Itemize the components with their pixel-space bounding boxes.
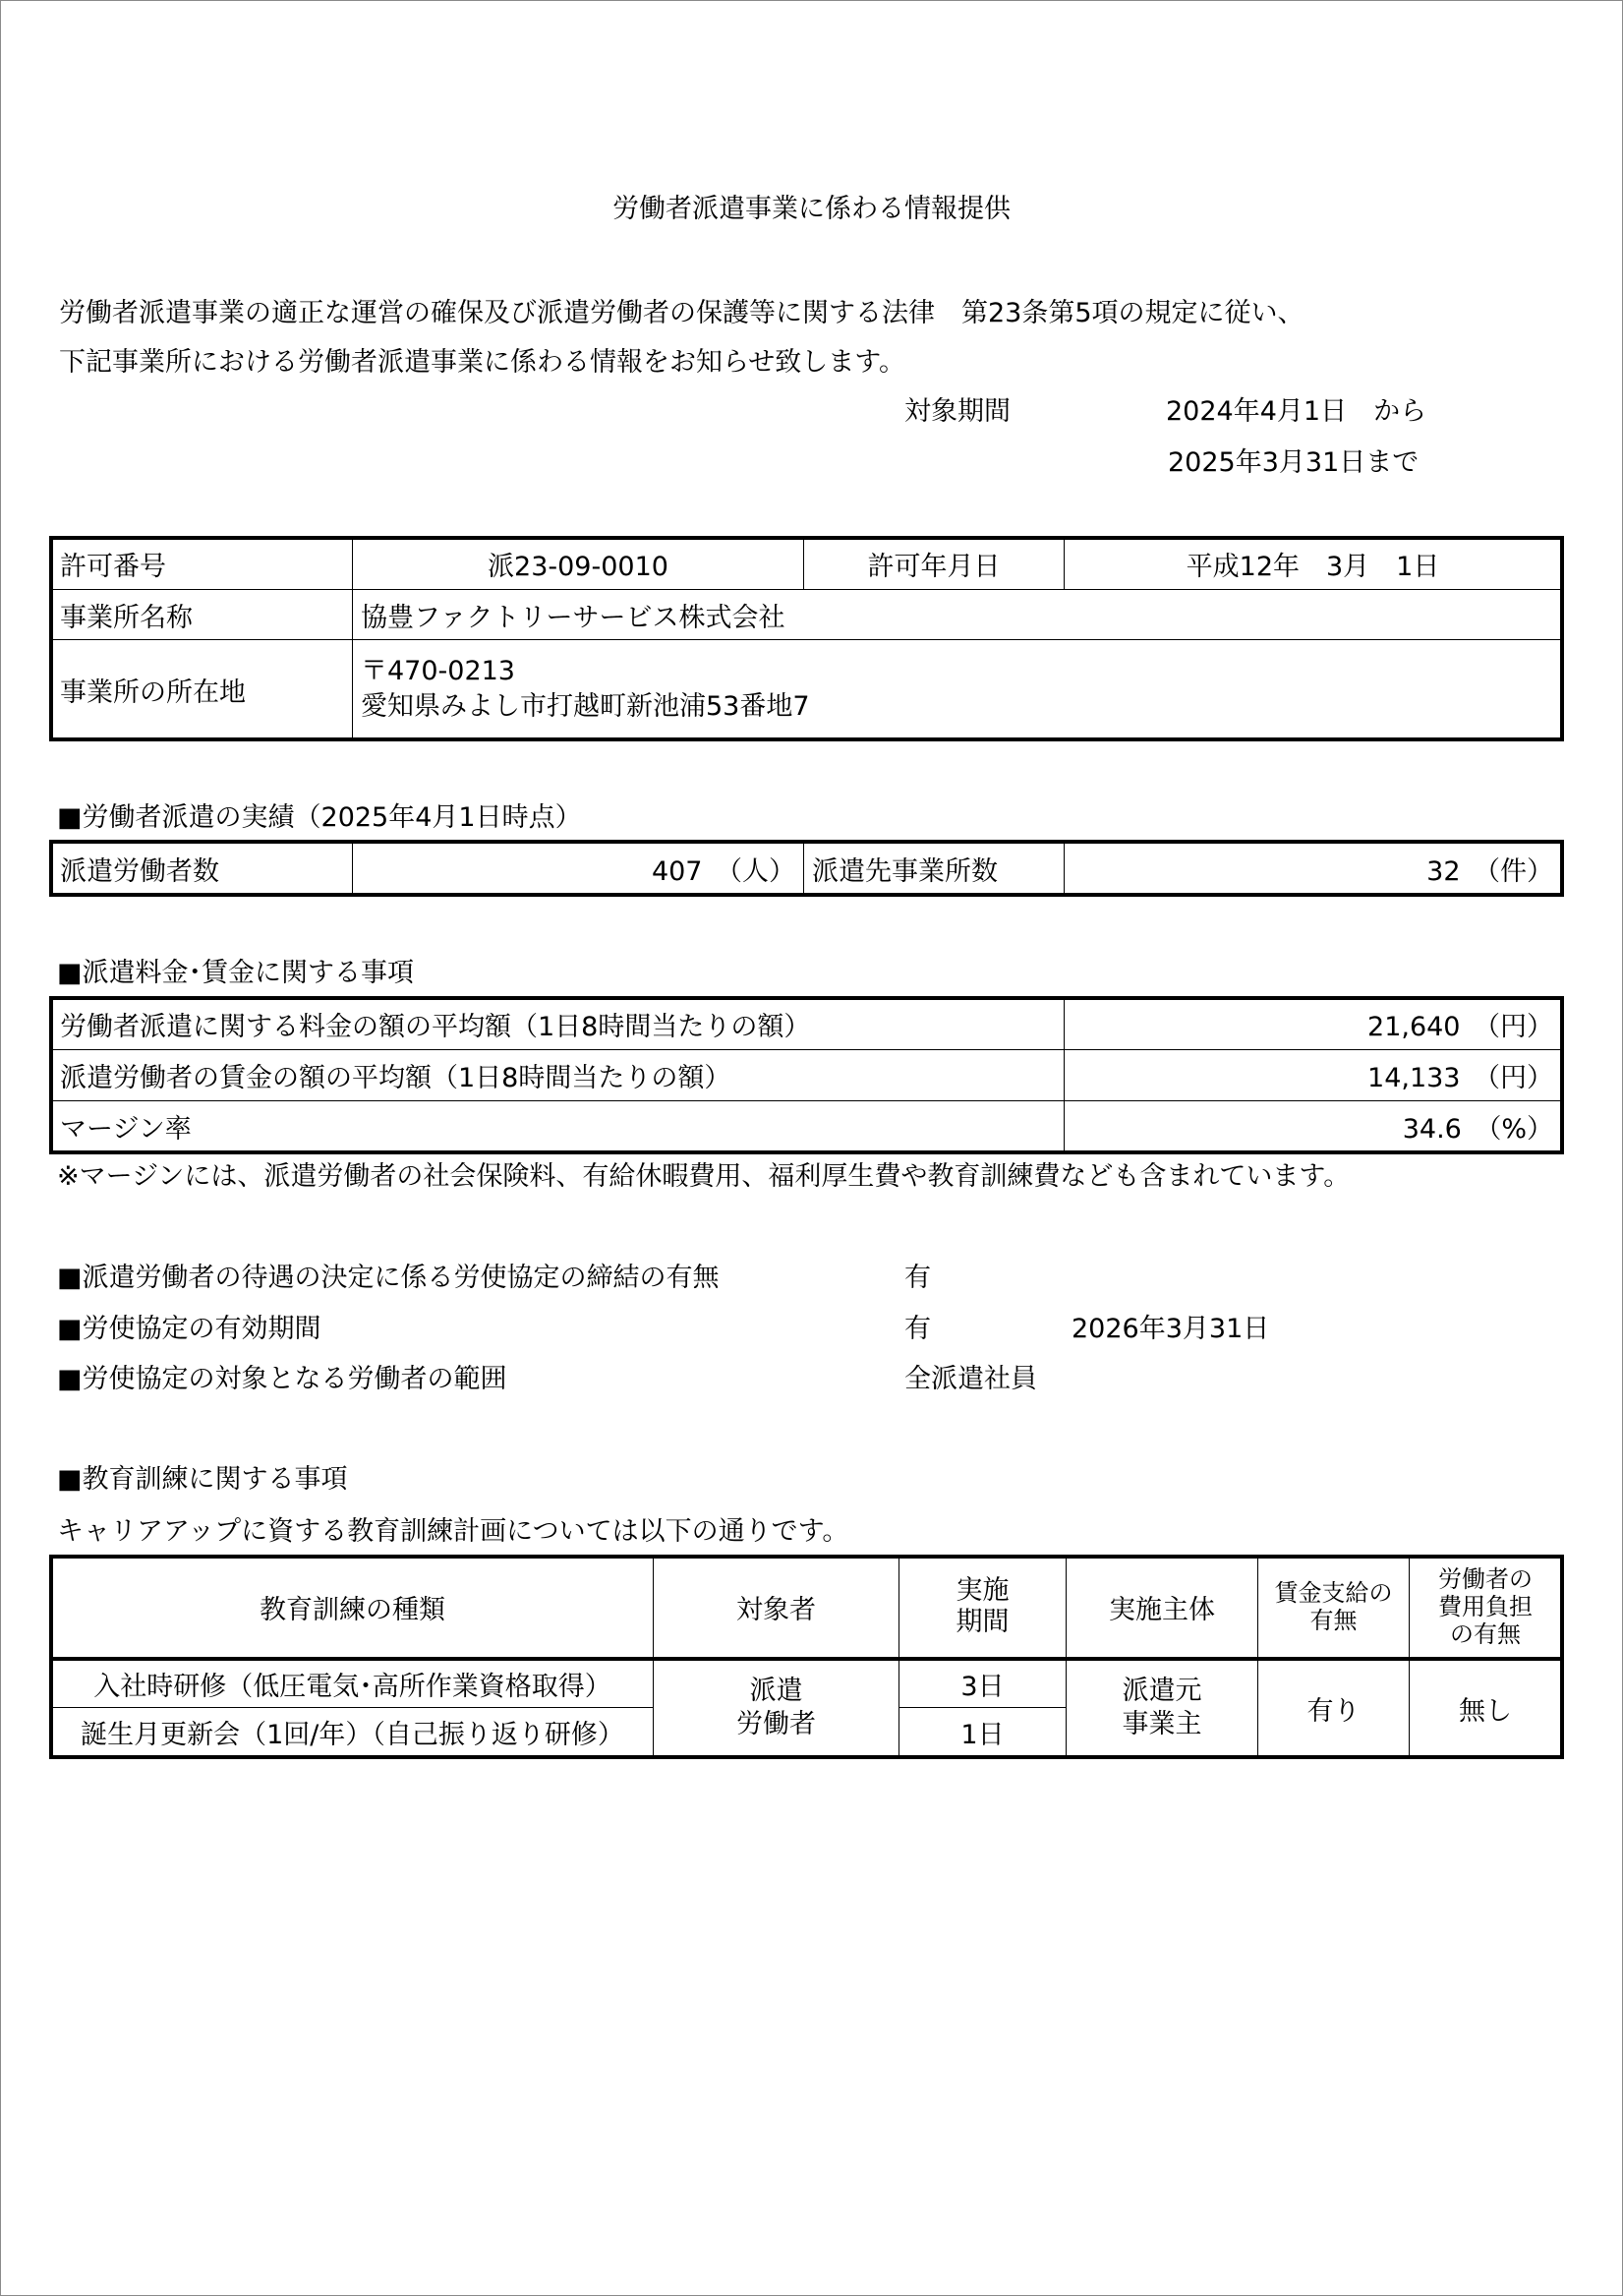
office-name-label: 事業所名称 <box>52 590 353 640</box>
header-provider: 実施主体 <box>1067 1558 1258 1659</box>
intro-line-1: 労働者派遣事業の適正な運営の確保及び派遣労働者の保護等に関する法律 第23条第5項の規定に従い、 <box>59 298 1304 328</box>
header-period: 実施 期間 <box>899 1558 1067 1659</box>
header-wage: 賃金支給の 有無 <box>1258 1558 1410 1659</box>
training-provider: 派遣元 事業主 <box>1067 1659 1258 1757</box>
sites-value: 32 （件） <box>1065 843 1562 895</box>
office-name: 協豊ファクトリーサービス株式会社 <box>353 590 1562 640</box>
training-row-period: 1日 <box>899 1708 1067 1757</box>
training-row-type: 誕生月更新会（1回/年）（自己振り返り研修） <box>52 1708 654 1757</box>
agreement-item-label: ■労使協定の対象となる労働者の範囲 <box>57 1364 507 1394</box>
agreement-validity-date: 2026年3月31日 <box>1072 1314 1270 1344</box>
office-info-table <box>51 538 1562 739</box>
fees-heading: ■派遣料金･賃金に関する事項 <box>57 958 415 988</box>
sites-label: 派遣先事業所数 <box>804 843 1065 895</box>
fee-row-value: 21,640 （円） <box>1065 999 1562 1050</box>
fees-table <box>51 998 1562 1152</box>
performance-table <box>51 842 1562 895</box>
intro-line-2: 下記事業所における労働者派遣事業に係わる情報をお知らせ致します。 <box>59 347 906 378</box>
license-date-label: 許可年月日 <box>804 539 1065 590</box>
office-address-label: 事業所の所在地 <box>52 640 353 739</box>
margin-row-label: マージン率 <box>52 1101 1065 1152</box>
office-address-cell <box>353 640 1562 739</box>
margin-row-value: 34.6 （%） <box>1065 1101 1562 1152</box>
wage-row-value: 14,133 （円） <box>1065 1050 1562 1101</box>
office-postal: 〒470-0213 <box>361 656 515 686</box>
license-no-label: 許可番号 <box>52 539 353 590</box>
office-address: 愛知県みよし市打越町新池浦53番地7 <box>361 691 810 722</box>
agreement-item-value: 有 <box>904 1263 931 1293</box>
training-row-type: 入社時研修（低圧電気･高所作業資格取得） <box>52 1659 654 1708</box>
training-cost: 無し <box>1410 1659 1562 1757</box>
fee-row-label: 労働者派遣に関する料金の額の平均額（1日8時間当たりの額） <box>52 999 1065 1050</box>
wage-row-label: 派遣労働者の賃金の額の平均額（1日8時間当たりの額） <box>52 1050 1065 1101</box>
period-from: 2024年4月1日 から <box>1166 396 1427 427</box>
agreement-item-label: ■労使協定の有効期間 <box>57 1314 321 1344</box>
license-no: 派23-09-0010 <box>353 539 804 590</box>
training-subheading: キャリアアップに資する教育訓練計画については以下の通りです。 <box>57 1516 849 1547</box>
header-cost: 労働者の 費用負担 の有無 <box>1410 1558 1562 1659</box>
agreement-item-value: 有 <box>904 1314 931 1344</box>
period-label: 対象期間 <box>904 396 1011 427</box>
workers-label: 派遣労働者数 <box>52 843 353 895</box>
header-target: 対象者 <box>654 1558 899 1659</box>
training-heading: ■教育訓練に関する事項 <box>57 1464 348 1495</box>
margin-note: ※マージンには、派遣労働者の社会保険料、有給休暇費用、福利厚生費や教育訓練費なども含まれています。 <box>57 1161 1351 1192</box>
header-training-type: 教育訓練の種類 <box>52 1558 654 1659</box>
training-target: 派遣 労働者 <box>654 1659 899 1757</box>
training-wage: 有り <box>1258 1659 1410 1757</box>
performance-heading: ■労働者派遣の実績（2025年4月1日時点） <box>57 802 582 833</box>
license-date: 平成12年 3月 1日 <box>1065 539 1562 590</box>
agreement-item-value: 全派遣社員 <box>904 1364 1037 1394</box>
agreement-item-label: ■派遣労働者の待遇の決定に係る労使協定の締結の有無 <box>57 1263 720 1293</box>
training-row-period: 3日 <box>899 1659 1067 1708</box>
period-to: 2025年3月31日まで <box>1168 447 1420 478</box>
training-table <box>51 1557 1562 1757</box>
document-title: 労働者派遣事業に係わる情報提供 <box>612 194 1011 224</box>
workers-value: 407 （人） <box>353 843 804 895</box>
